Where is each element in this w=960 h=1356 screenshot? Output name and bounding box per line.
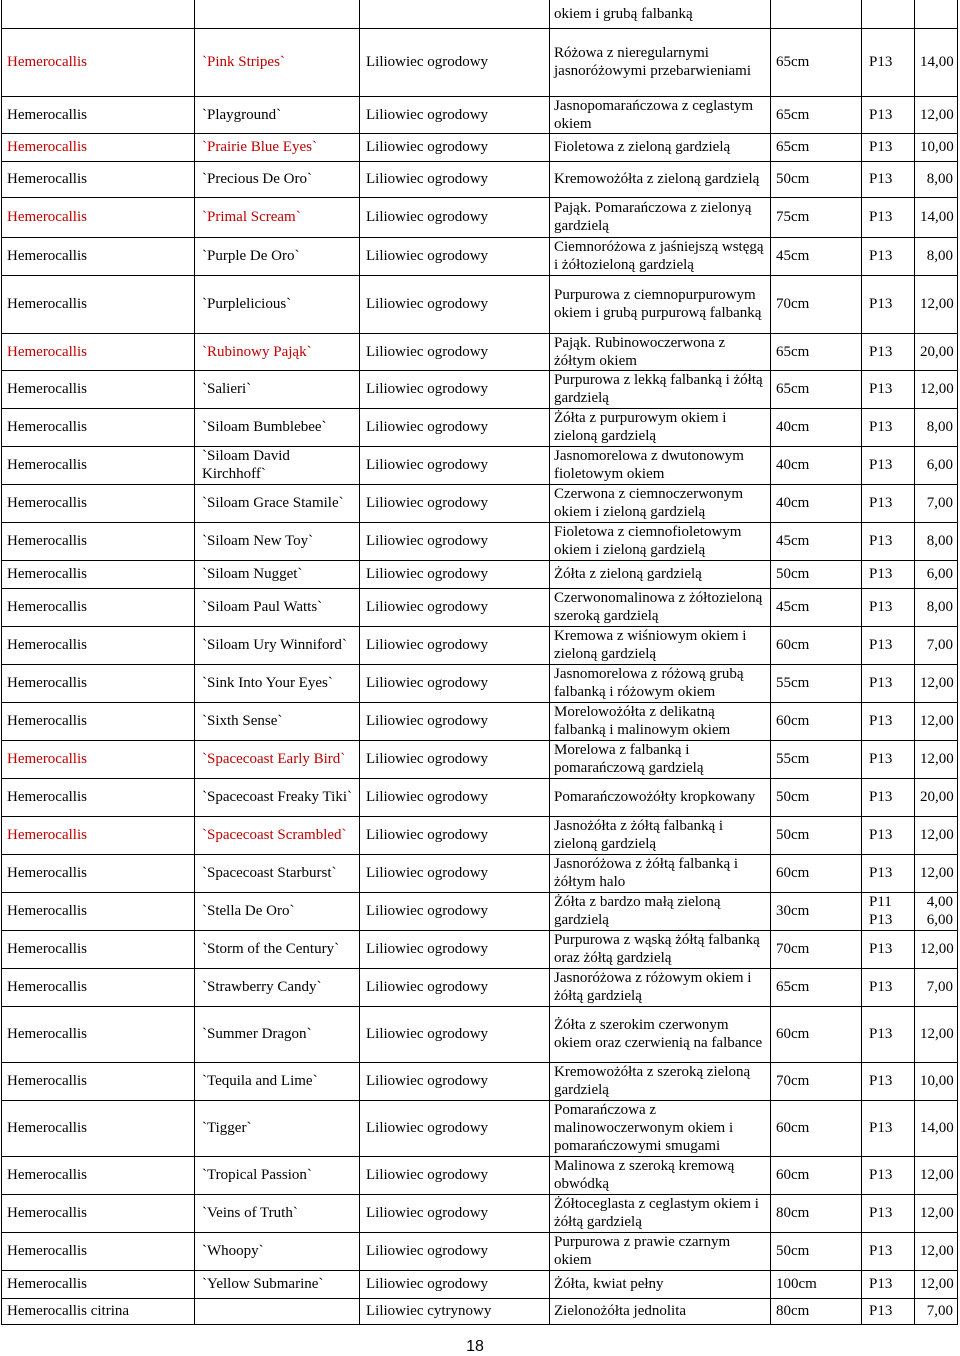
table-row <box>2 408 958 446</box>
cell-cultivar: `Siloam Bumblebee` <box>195 408 360 446</box>
cell-genus: Hemerocallis <box>2 1232 195 1270</box>
cell-height: 65cm <box>771 28 862 96</box>
cell-height: 80cm <box>771 1194 862 1232</box>
cell-genus: Hemerocallis <box>2 740 195 778</box>
cell-genus: Hemerocallis <box>2 1006 195 1062</box>
cell-description: Żółta z purpurowym okiem i zieloną gardzielą <box>550 408 771 446</box>
cell-pot-size: P13 <box>862 702 915 740</box>
cell-cultivar: `Yellow Submarine` <box>195 1270 360 1298</box>
cell-price: 7,00 <box>915 626 958 664</box>
cell-price: 12,00 <box>915 1006 958 1062</box>
cell-price: 12,00 <box>915 96 958 133</box>
table-row <box>2 588 958 626</box>
table-row <box>2 1270 958 1298</box>
cell-height: 65cm <box>771 333 862 370</box>
cell-genus: Hemerocallis <box>2 1100 195 1156</box>
cell-description: Kremowożółta z szeroką zieloną gardzielą <box>550 1062 771 1100</box>
cell-pot-size: P13 <box>862 626 915 664</box>
cell-common-name: Liliowiec cytrynowy <box>360 1298 550 1324</box>
cell-height: 65cm <box>771 133 862 161</box>
cell-pot-size: P13 <box>862 930 915 968</box>
table-row <box>2 702 958 740</box>
cell-height: 60cm <box>771 854 862 892</box>
cell-description: Purpurowa z prawie czarnym okiem <box>550 1232 771 1270</box>
cell-pot-size: P13 <box>862 333 915 370</box>
cell-pot-size: P13 <box>862 1100 915 1156</box>
cell-cultivar: `Summer Dragon` <box>195 1006 360 1062</box>
cell-price: 8,00 <box>915 588 958 626</box>
cell-height: 45cm <box>771 237 862 275</box>
cell-common-name: Liliowiec ogrodowy <box>360 560 550 588</box>
cell-price: 20,00 <box>915 778 958 816</box>
cell-common-name: Liliowiec ogrodowy <box>360 664 550 702</box>
table-row <box>2 778 958 816</box>
cell-price: 12,00 <box>915 275 958 333</box>
cell-genus: Hemerocallis <box>2 161 195 197</box>
cell-common-name: Liliowiec ogrodowy <box>360 702 550 740</box>
cell-common-name: Liliowiec ogrodowy <box>360 333 550 370</box>
cell-price: 14,00 <box>915 197 958 237</box>
cell-common-name: Liliowiec ogrodowy <box>360 161 550 197</box>
cell-genus: Hemerocallis <box>2 96 195 133</box>
cell-price: 4,00 6,00 <box>915 892 958 930</box>
cell-cultivar: `Purplelicious` <box>195 275 360 333</box>
cell-cultivar: `Sixth Sense` <box>195 702 360 740</box>
cell-cultivar: `Purple De Oro` <box>195 237 360 275</box>
cell-cultivar: `Sink Into Your Eyes` <box>195 664 360 702</box>
cell-price: 7,00 <box>915 968 958 1006</box>
cell-genus: Hemerocallis <box>2 275 195 333</box>
cell-description: Fioletowa z ciemnofioletowym okiem i zieloną gardzielą <box>550 522 771 560</box>
cell-pot-size: P13 <box>862 133 915 161</box>
cell-genus: Hemerocallis <box>2 28 195 96</box>
cell-genus: Hemerocallis <box>2 778 195 816</box>
cell-price: 20,00 <box>915 333 958 370</box>
cell-common-name: Liliowiec ogrodowy <box>360 816 550 854</box>
table-row <box>2 1232 958 1270</box>
table-row <box>2 446 958 484</box>
cell-pot-size: P13 <box>862 484 915 522</box>
table-row <box>2 275 958 333</box>
cell-pot-size: P13 <box>862 96 915 133</box>
cell-price: 12,00 <box>915 816 958 854</box>
cell-height: 80cm <box>771 1298 862 1324</box>
cell-cultivar <box>195 1298 360 1324</box>
cell-genus: Hemerocallis <box>2 1270 195 1298</box>
cell-description: Jasnopomarańczowa z ceglastym okiem <box>550 96 771 133</box>
cell-description: Malinowa z szeroką kremową obwódką <box>550 1156 771 1194</box>
cell-description: Żółta z bardzo małą zieloną gardzielą <box>550 892 771 930</box>
cell-description: Żółta z zieloną gardzielą <box>550 560 771 588</box>
cell-height: 65cm <box>771 370 862 408</box>
cell-pot-size: P13 <box>862 778 915 816</box>
table-row <box>2 133 958 161</box>
cell-height <box>771 0 862 28</box>
cell-common-name: Liliowiec ogrodowy <box>360 1100 550 1156</box>
cell-pot-size: P13 <box>862 854 915 892</box>
cell-common-name: Liliowiec ogrodowy <box>360 133 550 161</box>
cell-pot-size: P13 <box>862 275 915 333</box>
cell-description: Purpurowa z ciemnopurpurowym okiem i grubą purpurową falbanką <box>550 275 771 333</box>
cell-pot-size: P13 <box>862 816 915 854</box>
cell-cultivar: `Playground` <box>195 96 360 133</box>
cell-height: 30cm <box>771 892 862 930</box>
cell-cultivar: `Siloam Nugget` <box>195 560 360 588</box>
cell-height: 70cm <box>771 930 862 968</box>
cell-pot-size: P13 <box>862 1062 915 1100</box>
cell-common-name: Liliowiec ogrodowy <box>360 854 550 892</box>
cell-price: 12,00 <box>915 1156 958 1194</box>
table-row <box>2 968 958 1006</box>
cell-genus: Hemerocallis <box>2 702 195 740</box>
cell-price: 6,00 <box>915 560 958 588</box>
table-row <box>2 892 958 930</box>
cell-description: Żółta z szerokim czerwonym okiem oraz czerwienią na falbance <box>550 1006 771 1062</box>
cell-price: 12,00 <box>915 930 958 968</box>
cell-genus: Hemerocallis <box>2 1062 195 1100</box>
cell-description: Jasnożółta z żółtą falbanką i zieloną gardzielą <box>550 816 771 854</box>
cell-pot-size: P13 <box>862 522 915 560</box>
cell-cultivar: `Prairie Blue Eyes` <box>195 133 360 161</box>
table-row <box>2 560 958 588</box>
cell-cultivar: `Spacecoast Starburst` <box>195 854 360 892</box>
table-row <box>2 197 958 237</box>
table-row <box>2 1156 958 1194</box>
cell-pot-size: P13 <box>862 1232 915 1270</box>
cell-cultivar: `Strawberry Candy` <box>195 968 360 1006</box>
cell-price: 12,00 <box>915 702 958 740</box>
cell-common-name: Liliowiec ogrodowy <box>360 1270 550 1298</box>
cell-height: 70cm <box>771 275 862 333</box>
cell-description: Pomarańczowa z malinowoczerwonym okiem i pomarańczowymi smugami <box>550 1100 771 1156</box>
cell-cultivar: `Siloam New Toy` <box>195 522 360 560</box>
cell-description: Czerwona z ciemnoczerwonym okiem i zieloną gardzielą <box>550 484 771 522</box>
cell-cultivar: `Tequila and Lime` <box>195 1062 360 1100</box>
cell-genus: Hemerocallis <box>2 854 195 892</box>
cell-pot-size: P13 <box>862 968 915 1006</box>
cell-price: 12,00 <box>915 1270 958 1298</box>
cell-description: Różowa z nieregularnymi jasnoróżowymi przebarwieniami <box>550 28 771 96</box>
cell-description: Jasnoróżowa z żółtą falbanką i żółtym halo <box>550 854 771 892</box>
cell-genus: Hemerocallis <box>2 370 195 408</box>
cell-genus: Hemerocallis <box>2 1194 195 1232</box>
cell-pot-size: P13 <box>862 1298 915 1324</box>
cell-pot-size: P13 <box>862 446 915 484</box>
cell-price: 6,00 <box>915 446 958 484</box>
cell-height: 40cm <box>771 408 862 446</box>
cell-price <box>915 0 958 28</box>
cell-height: 50cm <box>771 1232 862 1270</box>
cell-pot-size: P13 <box>862 588 915 626</box>
cell-height: 60cm <box>771 626 862 664</box>
cell-height: 45cm <box>771 588 862 626</box>
cell-genus: Hemerocallis <box>2 664 195 702</box>
cell-height: 75cm <box>771 197 862 237</box>
cell-pot-size <box>862 0 915 28</box>
cell-price: 7,00 <box>915 1298 958 1324</box>
cell-common-name: Liliowiec ogrodowy <box>360 197 550 237</box>
cell-common-name: Liliowiec ogrodowy <box>360 484 550 522</box>
cell-genus: Hemerocallis <box>2 968 195 1006</box>
table-row <box>2 1100 958 1156</box>
cell-description: Kremowożółta z zieloną gardzielą <box>550 161 771 197</box>
page-number: 18 <box>466 1338 484 1355</box>
table-row <box>2 28 958 96</box>
cell-price: 10,00 <box>915 133 958 161</box>
cell-common-name: Liliowiec ogrodowy <box>360 28 550 96</box>
cell-description: Jasnomorelowa z dwutonowym fioletowym okiem <box>550 446 771 484</box>
cell-price: 12,00 <box>915 370 958 408</box>
cell-height: 45cm <box>771 522 862 560</box>
cell-price: 12,00 <box>915 1194 958 1232</box>
cell-genus: Hemerocallis <box>2 588 195 626</box>
cell-description: Ciemnoróżowa z jaśniejszą wstęgą i żółtozieloną gardzielą <box>550 237 771 275</box>
table-row <box>2 370 958 408</box>
cell-height: 50cm <box>771 161 862 197</box>
cell-description: Purpurowa z lekką falbanką i żółtą gardzielą <box>550 370 771 408</box>
cell-cultivar: `Spacecoast Early Bird` <box>195 740 360 778</box>
cell-cultivar: `Tropical Passion` <box>195 1156 360 1194</box>
cell-common-name: Liliowiec ogrodowy <box>360 1232 550 1270</box>
cell-genus: Hemerocallis <box>2 333 195 370</box>
cell-cultivar: `Precious De Oro` <box>195 161 360 197</box>
cell-price: 7,00 <box>915 484 958 522</box>
cell-cultivar: `Spacecoast Freaky Tiki` <box>195 778 360 816</box>
cell-description: Morelowa z falbanką i pomarańczową gardzielą <box>550 740 771 778</box>
cell-pot-size: P13 <box>862 1270 915 1298</box>
cell-price: 8,00 <box>915 237 958 275</box>
cell-description: Pająk. Rubinowoczerwona z żółtym okiem <box>550 333 771 370</box>
price-list-body <box>2 0 958 1324</box>
cell-genus: Hemerocallis <box>2 816 195 854</box>
cell-cultivar: `Veins of Truth` <box>195 1194 360 1232</box>
cell-genus: Hemerocallis <box>2 197 195 237</box>
cell-description: Kremowa z wiśniowym okiem i zieloną gardzielą <box>550 626 771 664</box>
cell-genus: Hemerocallis <box>2 446 195 484</box>
cell-description: Czerwonomalinowa z żółtozieloną szeroką gardzielą <box>550 588 771 626</box>
cell-pot-size: P13 <box>862 1156 915 1194</box>
cell-cultivar: `Rubinowy Pająk` <box>195 333 360 370</box>
cell-genus: Hemerocallis <box>2 522 195 560</box>
cell-description: Purpurowa z wąską żółtą falbanką oraz żółtą gardzielą <box>550 930 771 968</box>
cell-genus: Hemerocallis <box>2 892 195 930</box>
cell-price: 8,00 <box>915 408 958 446</box>
cell-pot-size: P13 <box>862 370 915 408</box>
table-row <box>2 816 958 854</box>
cell-cultivar: `Tigger` <box>195 1100 360 1156</box>
cell-cultivar: `Siloam Ury Winniford` <box>195 626 360 664</box>
cell-common-name <box>360 0 550 28</box>
cell-common-name: Liliowiec ogrodowy <box>360 778 550 816</box>
cell-pot-size: P13 <box>862 664 915 702</box>
cell-pot-size: P13 <box>862 237 915 275</box>
cell-common-name: Liliowiec ogrodowy <box>360 968 550 1006</box>
cell-height: 60cm <box>771 702 862 740</box>
cell-price: 8,00 <box>915 161 958 197</box>
cell-cultivar: `Salieri` <box>195 370 360 408</box>
cell-genus: Hemerocallis <box>2 930 195 968</box>
cell-common-name: Liliowiec ogrodowy <box>360 930 550 968</box>
cell-cultivar: `Whoopy` <box>195 1232 360 1270</box>
cell-price: 14,00 <box>915 28 958 96</box>
cell-cultivar <box>195 0 360 28</box>
cell-common-name: Liliowiec ogrodowy <box>360 588 550 626</box>
table-row <box>2 161 958 197</box>
cell-height: 40cm <box>771 484 862 522</box>
cell-price: 14,00 <box>915 1100 958 1156</box>
cell-genus: Hemerocallis <box>2 1156 195 1194</box>
cell-common-name: Liliowiec ogrodowy <box>360 740 550 778</box>
cell-common-name: Liliowiec ogrodowy <box>360 408 550 446</box>
cell-pot-size: P13 <box>862 560 915 588</box>
table-row <box>2 1062 958 1100</box>
cell-height: 65cm <box>771 968 862 1006</box>
cell-cultivar: `Siloam David Kirchhoff` <box>195 446 360 484</box>
table-row <box>2 664 958 702</box>
cell-price: 12,00 <box>915 664 958 702</box>
cell-height: 60cm <box>771 1006 862 1062</box>
table-row <box>2 1298 958 1324</box>
cell-height: 100cm <box>771 1270 862 1298</box>
cell-height: 55cm <box>771 664 862 702</box>
cell-pot-size: P13 <box>862 408 915 446</box>
cell-genus: Hemerocallis <box>2 560 195 588</box>
cell-genus: Hemerocallis <box>2 408 195 446</box>
cell-common-name: Liliowiec ogrodowy <box>360 370 550 408</box>
cell-genus: Hemerocallis <box>2 484 195 522</box>
cell-common-name: Liliowiec ogrodowy <box>360 522 550 560</box>
cell-genus: Hemerocallis <box>2 626 195 664</box>
cell-description: Jasnoróżowa z różowym okiem i żółtą gardzielą <box>550 968 771 1006</box>
cell-common-name: Liliowiec ogrodowy <box>360 275 550 333</box>
cell-price: 12,00 <box>915 854 958 892</box>
cell-description: Jasnomorelowa z różową grubą falbanką i różowym okiem <box>550 664 771 702</box>
cell-common-name: Liliowiec ogrodowy <box>360 96 550 133</box>
cell-description: Pomarańczowożółty kropkowany <box>550 778 771 816</box>
cell-cultivar: `Siloam Paul Watts` <box>195 588 360 626</box>
cell-price: 12,00 <box>915 1232 958 1270</box>
cell-description: Zielonożółta jednolita <box>550 1298 771 1324</box>
cell-pot-size: P13 <box>862 1194 915 1232</box>
cell-description: Fioletowa z zieloną gardzielą <box>550 133 771 161</box>
cell-cultivar: `Storm of the Century` <box>195 930 360 968</box>
cell-pot-size: P13 <box>862 161 915 197</box>
table-row <box>2 1194 958 1232</box>
table-row <box>2 522 958 560</box>
table-row <box>2 0 958 28</box>
cell-description: Pająk. Pomarańczowa z zielonyą gardzielą <box>550 197 771 237</box>
cell-pot-size: P13 <box>862 740 915 778</box>
cell-genus: Hemerocallis citrina <box>2 1298 195 1324</box>
table-row <box>2 930 958 968</box>
cell-common-name: Liliowiec ogrodowy <box>360 1062 550 1100</box>
cell-cultivar: `Pink Stripes` <box>195 28 360 96</box>
cell-height: 40cm <box>771 446 862 484</box>
cell-height: 60cm <box>771 1156 862 1194</box>
cell-common-name: Liliowiec ogrodowy <box>360 626 550 664</box>
table-row <box>2 740 958 778</box>
cell-genus: Hemerocallis <box>2 133 195 161</box>
cell-common-name: Liliowiec ogrodowy <box>360 237 550 275</box>
cell-pot-size: P13 <box>862 197 915 237</box>
table-row <box>2 96 958 133</box>
cell-height: 55cm <box>771 740 862 778</box>
cell-description: okiem i grubą falbanką <box>550 0 771 28</box>
cell-common-name: Liliowiec ogrodowy <box>360 446 550 484</box>
cell-cultivar: `Primal Scream` <box>195 197 360 237</box>
price-list-table <box>1 0 958 1325</box>
cell-cultivar: `Spacecoast Scrambled` <box>195 816 360 854</box>
cell-cultivar: `Siloam Grace Stamile` <box>195 484 360 522</box>
cell-height: 65cm <box>771 96 862 133</box>
cell-cultivar: `Stella De Oro` <box>195 892 360 930</box>
table-row <box>2 333 958 370</box>
cell-height: 50cm <box>771 560 862 588</box>
cell-height: 60cm <box>771 1100 862 1156</box>
table-row <box>2 237 958 275</box>
cell-common-name: Liliowiec ogrodowy <box>360 1194 550 1232</box>
cell-price: 8,00 <box>915 522 958 560</box>
cell-description: Żółta, kwiat pełny <box>550 1270 771 1298</box>
cell-height: 50cm <box>771 778 862 816</box>
cell-pot-size: P11 P13 <box>862 892 915 930</box>
cell-pot-size: P13 <box>862 28 915 96</box>
table-row <box>2 1006 958 1062</box>
cell-height: 70cm <box>771 1062 862 1100</box>
table-row <box>2 626 958 664</box>
cell-common-name: Liliowiec ogrodowy <box>360 1156 550 1194</box>
cell-price: 12,00 <box>915 740 958 778</box>
cell-description: Morelowożółta z delikatną falbanką i malinowym okiem <box>550 702 771 740</box>
cell-genus: Hemerocallis <box>2 237 195 275</box>
cell-common-name: Liliowiec ogrodowy <box>360 892 550 930</box>
table-row <box>2 854 958 892</box>
cell-common-name: Liliowiec ogrodowy <box>360 1006 550 1062</box>
cell-description: Żółtoceglasta z ceglastym okiem i żółtą gardzielą <box>550 1194 771 1232</box>
cell-genus <box>2 0 195 28</box>
table-row <box>2 484 958 522</box>
cell-height: 50cm <box>771 816 862 854</box>
cell-price: 10,00 <box>915 1062 958 1100</box>
cell-pot-size: P13 <box>862 1006 915 1062</box>
